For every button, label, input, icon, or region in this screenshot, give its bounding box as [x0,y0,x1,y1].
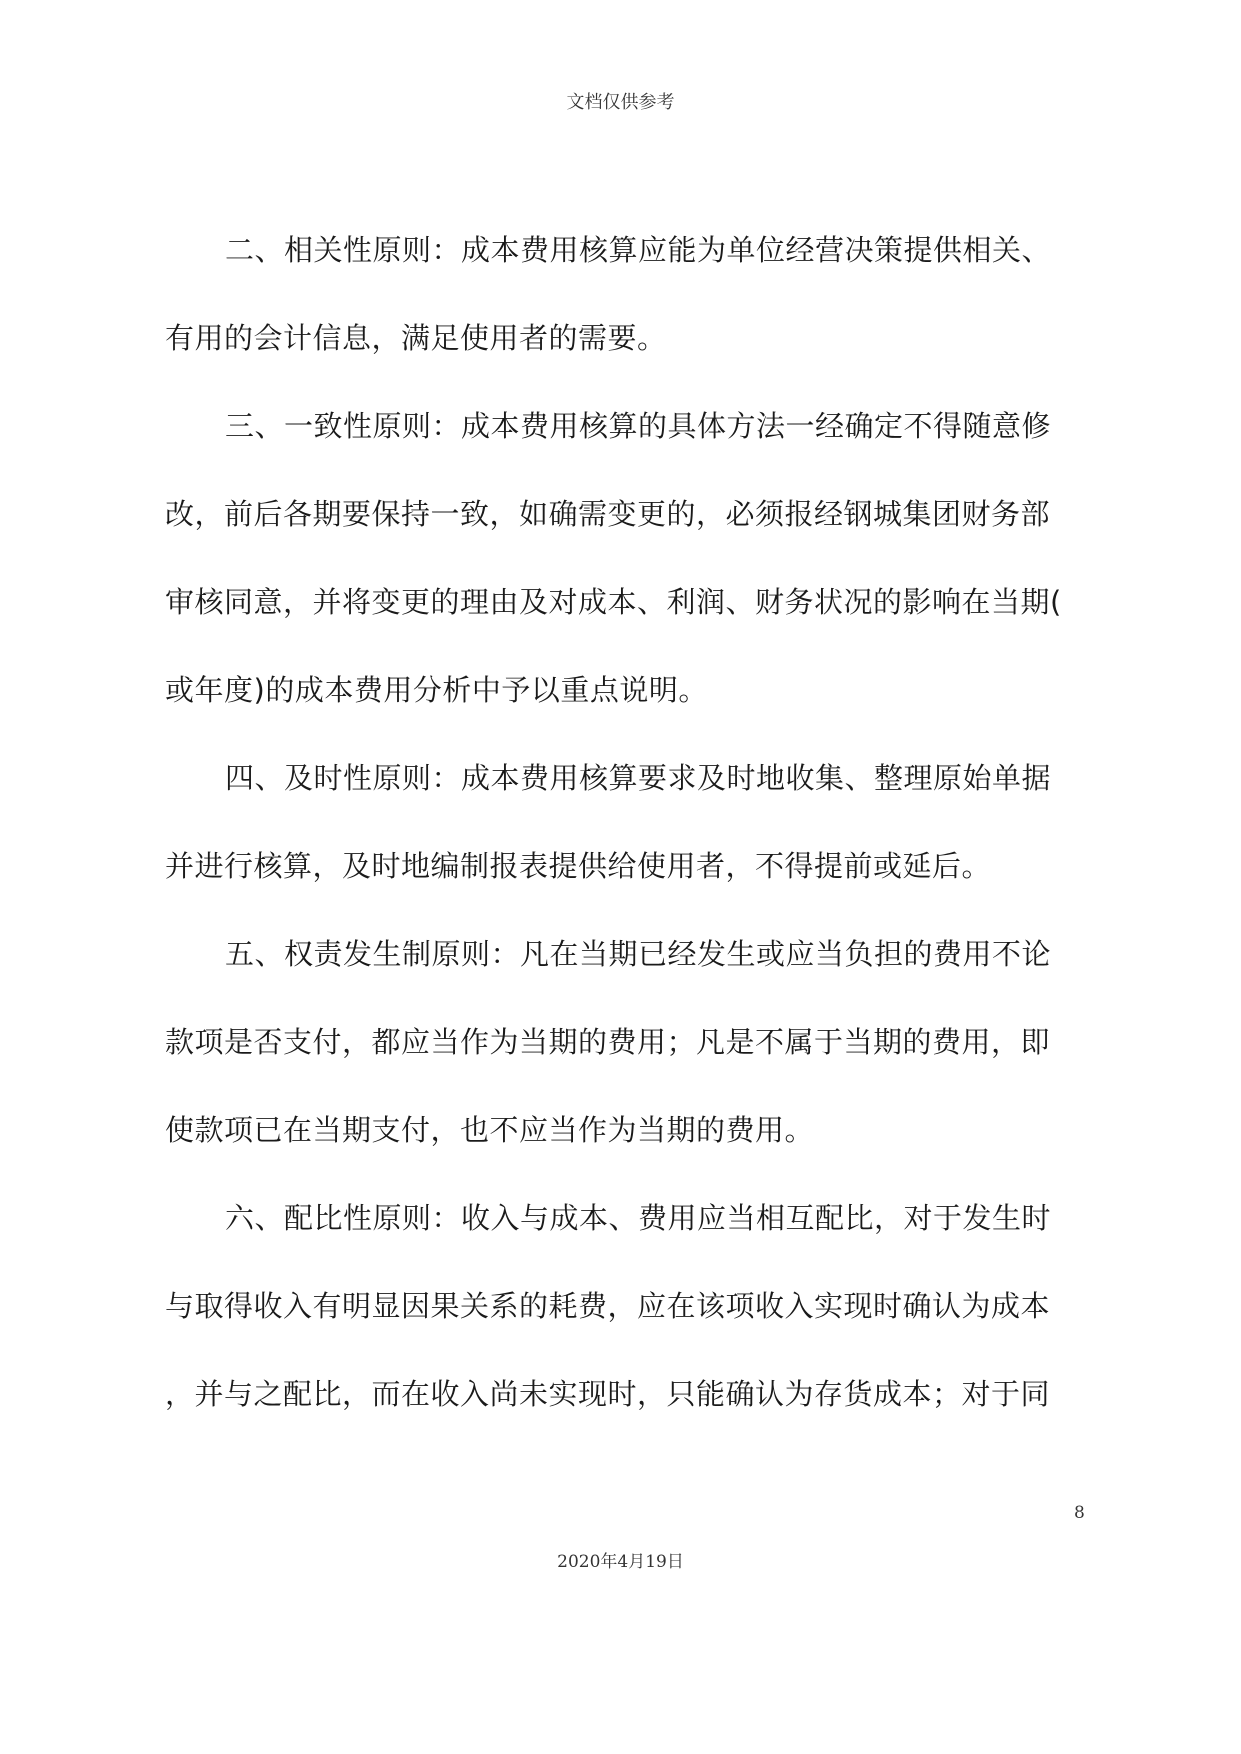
paragraph-line: 与取得收入有明显因果关系的耗费，应在该项收入实现时确认为成本 [165,1289,1051,1323]
paragraph-line: 三、一致性原则：成本费用核算的具体方法一经确定不得随意修 [225,409,1052,443]
paragraph-line: 改，前后各期要保持一致，如确需变更的，必须报经钢城集团财务部 [165,497,1051,531]
paragraph-line: 二、相关性原则：成本费用核算应能为单位经营决策提供相关、 [225,233,1052,267]
paragraph-line: ，并与之配比，而在收入尚未实现时，只能确认为存货成本；对于同 [165,1377,1051,1411]
paragraph-line: 使款项已在当期支付，也不应当作为当期的费用。 [165,1113,815,1147]
page-header: 文档仅供参考 [566,92,675,113]
paragraph-line: 有用的会计信息，满足使用者的需要。 [165,321,667,355]
footer-date: 2020年4月19日 [557,1552,684,1572]
paragraph-line: 六、配比性原则：收入与成本、费用应当相互配比，对于发生时 [225,1201,1052,1235]
paragraph-line: 或年度)的成本费用分析中予以重点说明。 [165,673,708,707]
paragraph-line: 款项是否支付，都应当作为当期的费用；凡是不属于当期的费用，即 [165,1025,1051,1059]
paragraph-line: 五、权责发生制原则：凡在当期已经发生或应当负担的费用不论 [225,937,1052,971]
paragraph-line: 四、及时性原则：成本费用核算要求及时地收集、整理原始单据 [225,761,1052,795]
paragraph-line: 审核同意，并将变更的理由及对成本、利润、财务状况的影响在当期( [165,585,1062,619]
paragraph-line: 并进行核算，及时地编制报表提供给使用者，不得提前或延后。 [165,849,992,883]
page-number: 8 [1074,1503,1085,1523]
document-body [165,220,1077,1452]
